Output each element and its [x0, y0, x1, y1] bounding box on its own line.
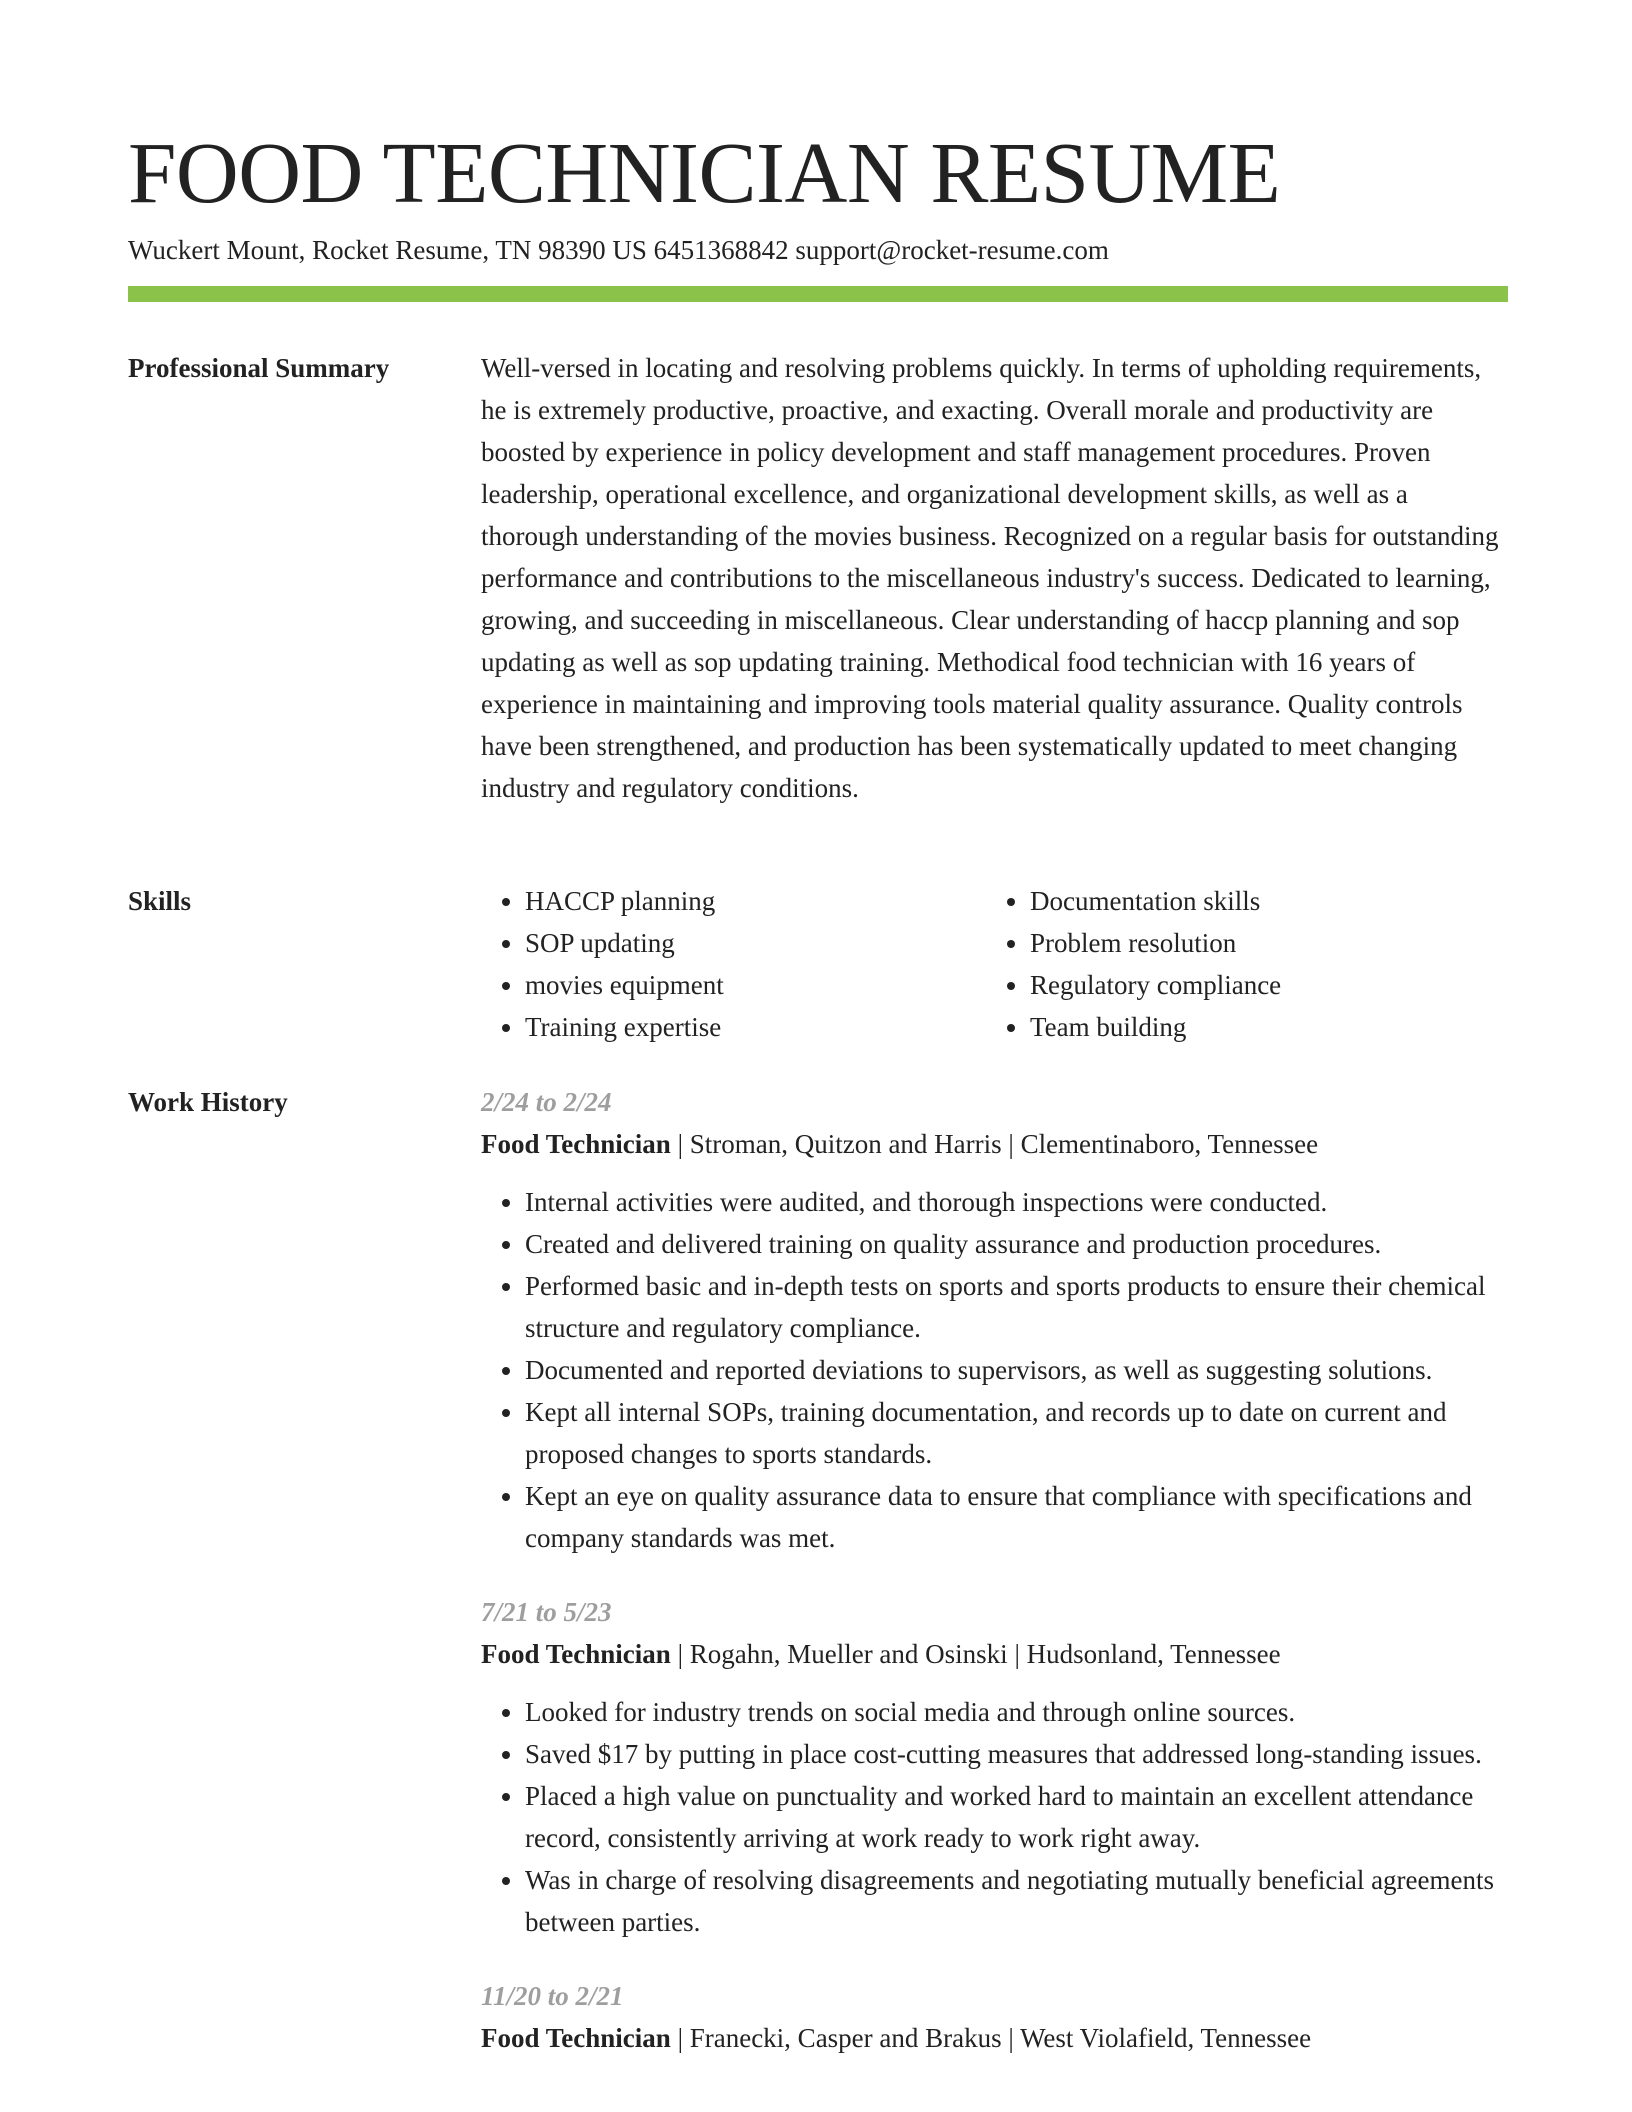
work-history-label: Work History — [128, 1087, 288, 1117]
job-bullets — [481, 1691, 1508, 1943]
skill-item: • Regulatory compliance — [1030, 964, 1491, 1006]
summary-label: Professional Summary — [128, 353, 390, 383]
accent-divider — [128, 286, 1508, 302]
job-dates: 7/21 to 5/23 — [481, 1597, 612, 1627]
job-separator: | — [670, 1129, 690, 1159]
job-bullet: • Created and delivered training on quality assurance and production procedures. — [525, 1223, 1508, 1265]
job-bullet: • Kept an eye on quality assurance data to ensure that compliance with specifications and company standards was met. — [525, 1475, 1508, 1559]
job-title: Food Technician — [481, 1639, 671, 1669]
job-bullets — [481, 1181, 1508, 1559]
job-title: Food Technician — [481, 2023, 671, 2053]
job-company: Stroman, Quitzon and Harris — [689, 1129, 1002, 1159]
job-entry — [481, 1081, 1508, 1559]
skill-item: • Documentation skills — [1030, 880, 1491, 922]
job-entry — [481, 1975, 1508, 2059]
skills-grid — [481, 880, 1508, 1048]
job-location: Clementinaboro, Tennessee — [1020, 1129, 1319, 1159]
skill-item: • Problem resolution — [1030, 922, 1491, 964]
job-bullet: • Was in charge of resolving disagreements and negotiating mutually beneficial agreements between parties. — [525, 1859, 1508, 1943]
skills-column-left — [481, 880, 986, 1048]
skill-item: • movies equipment — [525, 964, 986, 1006]
skills-column-right — [986, 880, 1491, 1048]
job-dates: 11/20 to 2/21 — [481, 1981, 624, 2011]
job-header — [481, 1123, 1508, 1165]
job-location: West Violafield, Tennessee — [1020, 2023, 1312, 2053]
job-title: Food Technician — [481, 1129, 671, 1159]
skill-item: • Training expertise — [525, 1006, 986, 1048]
resume-title: FOOD TECHNICIAN RESUME — [128, 124, 1281, 221]
job-bullet: • Placed a high value on punctuality and worked hard to maintain an excellent attendance record, consistently arriving at work ready to work right away. — [525, 1775, 1508, 1859]
job-dates: 2/24 to 2/24 — [481, 1087, 612, 1117]
work-history-body — [481, 1081, 1508, 2091]
job-company: Rogahn, Mueller and Osinski — [689, 1639, 1008, 1669]
job-separator: | — [1001, 1129, 1021, 1159]
job-bullet: • Kept all internal SOPs, training documentation, and records up to date on current and proposed changes to sports standards. — [525, 1391, 1508, 1475]
job-separator: | — [1001, 2023, 1021, 2053]
job-company: Franecki, Casper and Brakus — [689, 2023, 1002, 2053]
skills-label: Skills — [128, 886, 192, 916]
job-bullet: • Documented and reported deviations to supervisors, as well as suggesting solutions. — [525, 1349, 1508, 1391]
summary-text: Well-versed in locating and resolving problems quickly. In terms of upholding requirements, he is extremely productive, proactive, and exacting. Overall morale and productivity are boosted by experience in policy development and staff management procedures. Proven leadership, operational excellence, and organizational development skills, as well as a thorough understanding of the movies business. Recognized on a regular basis for outstanding performance and contributions to the miscellaneous industry's success. Dedicated to learning, growing, and succeeding in miscellaneous. Clear understanding of haccp planning and sop updating as well as sop updating training. Methodical food technician with 16 years of experience in maintaining and improving tools material quality assurance. Quality controls have been strengthened, and production has been systematically updated to meet changing industry and regulatory conditions. — [481, 353, 1499, 803]
skill-item: • Team building — [1030, 1006, 1491, 1048]
job-header — [481, 1633, 1508, 1675]
skill-item: • HACCP planning — [525, 880, 986, 922]
job-entry — [481, 1591, 1508, 1943]
job-bullet: • Looked for industry trends on social media and through online sources. — [525, 1691, 1508, 1733]
job-bullet: • Saved $17 by putting in place cost-cutting measures that addressed long-standing issues. — [525, 1733, 1508, 1775]
contact-line: Wuckert Mount, Rocket Resume, TN 98390 US 6451368842 support@rocket-resume.com — [128, 235, 1109, 265]
job-bullet: • Internal activities were audited, and thorough inspections were conducted. — [525, 1181, 1508, 1223]
job-bullet: • Performed basic and in-depth tests on sports and sports products to ensure their chemical structure and regulatory compliance. — [525, 1265, 1508, 1349]
job-separator: | — [1007, 1639, 1027, 1669]
job-separator: | — [670, 1639, 690, 1669]
job-location: Hudsonland, Tennessee — [1026, 1639, 1281, 1669]
job-header — [481, 2017, 1508, 2059]
summary-body — [481, 347, 1508, 809]
job-separator: | — [670, 2023, 690, 2053]
skills-body — [481, 880, 1508, 1048]
skill-item: • SOP updating — [525, 922, 986, 964]
